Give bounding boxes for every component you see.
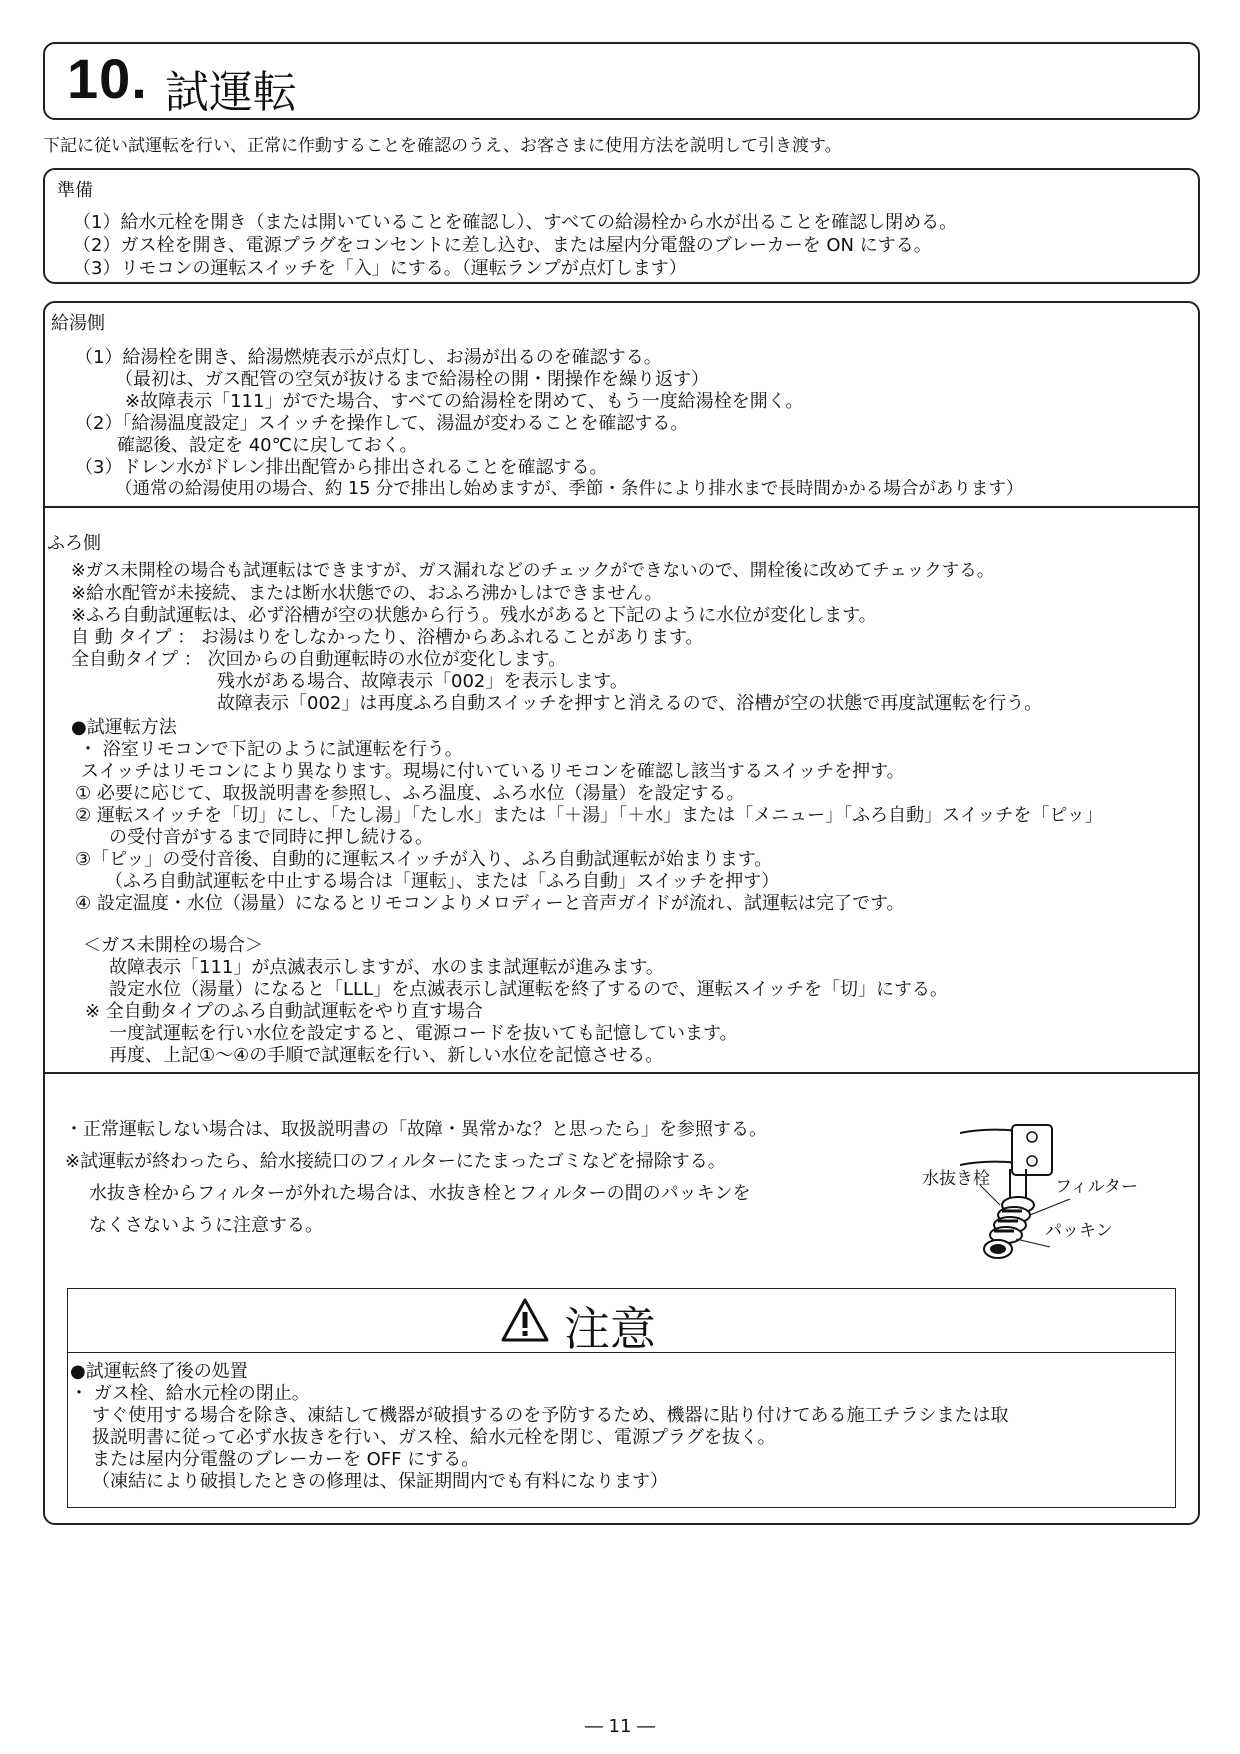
figure-label-filter: フィルター: [1055, 1177, 1138, 1197]
hot-water-line: （最初は、ガス配管の空気が抜けるまで給湯栓の開・閉操作を繰り返す）: [115, 369, 709, 390]
bath-label: ふろ側: [47, 533, 101, 554]
note-line: ・正常運転しない場合は、取扱説明書の「故障・異常かな？と思ったら」を参照する。: [65, 1119, 767, 1140]
figure-label-drain-plug: 水抜き栓: [922, 1169, 990, 1189]
figure-label-packing: パッキン: [1045, 1221, 1113, 1241]
caution-line: すぐ使用する場合を除き、凍結して機器が破損するのを予防するため、機器に貼り付けてある施工チラシまたは取: [92, 1405, 1009, 1426]
bath-line: ※ガス未開栓の場合も試運転はできますが、ガス漏れなどのチェックができないので、開栓後に改めてチェックする。: [71, 561, 995, 581]
bath-line: ② 運転スイッチを「切」にし、「たし湯」「たし水」または「＋湯」「＋水」または「メニュー」「ふろ自動」スイッチを「ピッ」: [75, 805, 1103, 826]
prep-item: （3）リモコンの運転スイッチを「入」にする。（運転ランプが点灯します）: [73, 258, 687, 279]
bath-line: ※ふろ自動試運転は、必ず浴槽が空の状態から行う。残水があると下記のように水位が変化します。: [71, 605, 877, 626]
bath-line: （ふろ自動試運転を中止する場合は「運転」、または「ふろ自動」スイッチを押す）: [105, 871, 780, 892]
section-title: 試運転: [165, 67, 297, 118]
section-title-box: [43, 42, 1200, 120]
bath-line: 自 動 タイプ ： お湯はりをしなかったり、浴槽からあふれることがあります。: [71, 627, 704, 648]
caution-header: [68, 1289, 1175, 1356]
bath-line: ※ 全自動タイプのふろ自動試運転をやり直す場合: [85, 1001, 483, 1022]
caution-line: （凍結により破損したときの修理は、保証期間内でも有料になります）: [92, 1471, 668, 1492]
bath-line: ③「ピッ」の受付音後、自動的に運転スイッチが入り、ふろ自動試運転が始まります。: [75, 849, 773, 870]
caution-line: または屋内分電盤のブレーカーを OFF にする。: [92, 1449, 480, 1470]
bath-line: ※給水配管が未接続、または断水状態での、おふろ沸かしはできません。: [71, 583, 663, 604]
divider: [45, 1072, 1198, 1074]
note-line: ※試運転が終わったら、給水接続口のフィルターにたまったゴミなどを掃除する。: [65, 1151, 726, 1172]
bath-line: の受付音がするまで同時に押し続ける。: [109, 827, 433, 848]
hot-water-label: 給湯側: [51, 313, 105, 334]
prep-label: 準備: [57, 180, 93, 201]
bath-line: 設定水位（湯量）になると「LLL」を点滅表示し試運転を終了するので、運転スイッチを「切」にする。: [109, 979, 949, 1000]
bath-line: ＜ガス未開栓の場合＞: [83, 935, 263, 956]
hot-water-line: 確認後、設定を 40℃に戻しておく。: [117, 435, 418, 456]
hot-water-line: （1）給湯栓を開き、給湯燃焼表示が点灯し、お湯が出るのを確認する。: [75, 347, 662, 368]
hot-water-line: （3）ドレン水がドレン排出配管から排出されることを確認する。: [75, 457, 608, 478]
divider: [45, 506, 1198, 508]
intro-text: 下記に従い試運転を行い、正常に作動することを確認のうえ、お客さまに使用方法を説明して引き渡す。: [43, 136, 842, 156]
warning-triangle-icon: [500, 1297, 550, 1343]
bath-line: ・ 浴室リモコンで下記のように試運転を行う。: [79, 739, 463, 760]
note-line: なくさないように注意する。: [89, 1215, 323, 1236]
bath-line: 残水がある場合、故障表示「002」を表示します。: [217, 671, 628, 692]
section-number: 10.: [67, 47, 148, 110]
bath-line: ●試運転方法: [71, 717, 177, 738]
bath-line: 再度、上記①～④の手順で試運転を行い、新しい水位を記憶させる。: [109, 1045, 664, 1066]
caution-line: 扱説明書に従って必ず水抜きを行い、ガス栓、給水元栓を閉じ、電源プラグを抜く。: [92, 1427, 776, 1448]
procedure-section: [43, 301, 1200, 1525]
prep-item: （1）給水元栓を開き（または開いていることを確認し）、すべての給湯栓から水が出ることを確認し閉める。: [73, 212, 958, 233]
caution-line: ・ ガス栓、給水元栓の閉止。: [70, 1383, 310, 1404]
bath-line: ① 必要に応じて、取扱説明書を参照し、ふろ温度、ふろ水位（湯量）を設定する。: [75, 783, 745, 804]
bath-line: 故障表示「002」は再度ふろ自動スイッチを押すと消えるので、浴槽が空の状態で再度試運転を行う。: [217, 693, 1043, 714]
prep-section: [43, 168, 1200, 284]
hot-water-line: （通常の給湯使用の場合、約 15 分で排出し始めますが、季節・条件により排水まで長時間かかる場合があります）: [115, 479, 1024, 499]
caution-title: 注意: [564, 1302, 656, 1356]
bath-line: 全自動タイプ ： 次回からの自動運転時の水位が変化します。: [71, 649, 567, 670]
note-line: 水抜き栓からフィルターが外れた場合は、水抜き栓とフィルターの間のパッキンを: [89, 1183, 751, 1204]
bath-line: 故障表示「111」が点滅表示しますが、水のまま試運転が進みます。: [109, 957, 664, 978]
page-number: ― 11 ―: [584, 1716, 656, 1737]
caution-box: [67, 1288, 1176, 1508]
caution-line: ●試運転終了後の処置: [70, 1361, 248, 1382]
bath-line: 一度試運転を行い水位を設定すると、電源コードを抜いても記憶しています。: [109, 1023, 738, 1044]
bath-line: ④ 設定温度・水位（湯量）になるとリモコンよりメロディーと音声ガイドが流れ、試運転は完了です。: [75, 893, 905, 914]
bath-line: スイッチはリモコンにより異なります。現場に付いているリモコンを確認し該当するスイッチを押す。: [81, 761, 905, 782]
hot-water-line: ※故障表示「111」がでた場合、すべての給湯栓を閉めて、もう一度給湯栓を開く。: [125, 391, 804, 412]
hot-water-line: （2）「給湯温度設定」スイッチを操作して、湯温が変わることを確認する。: [75, 413, 689, 434]
prep-item: （2）ガス栓を開き、電源プラグをコンセントに差し込む、または屋内分電盤のブレーカーを ON にする。: [73, 235, 932, 256]
